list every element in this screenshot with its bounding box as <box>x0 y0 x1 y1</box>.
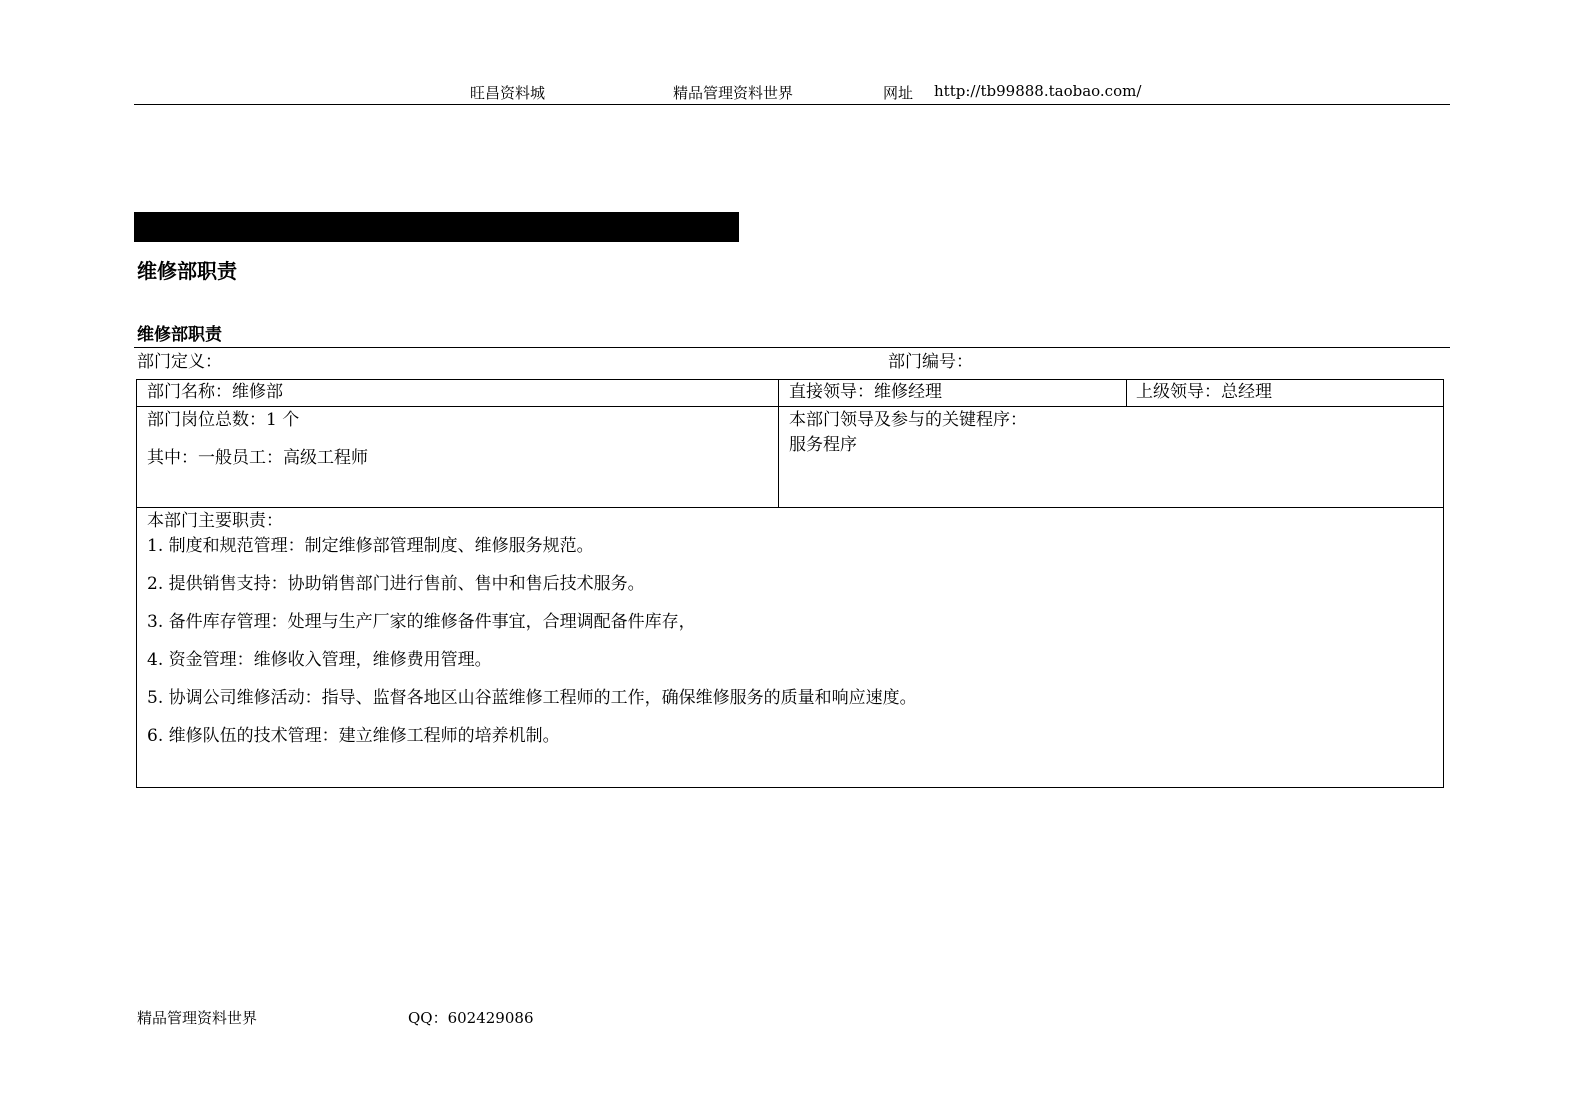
redaction-bar <box>134 212 739 242</box>
dept-name-cell: 部门名称：维修部 <box>147 382 283 402</box>
duty-item-1: 1. 制度和规范管理：制定维修部管理制度、维修服务规范。 <box>147 536 594 556</box>
page-title: 维修部职责 <box>137 259 237 283</box>
header-url-label: 网址 <box>883 84 914 102</box>
duty-item-4: 4. 资金管理：维修收入管理，维修费用管理。 <box>147 650 492 670</box>
duty-item-3: 3. 备件库存管理：处理与生产厂家的维修备件事宜，合理调配备件库存， <box>147 612 696 632</box>
header-url-link[interactable]: http://tb99888.taobao.com/ <box>934 82 1142 100</box>
duty-item-6: 6. 维修队伍的技术管理：建立维修工程师的培养机制。 <box>147 726 560 746</box>
table-col-divider-2 <box>1126 379 1127 407</box>
section-divider <box>134 347 1450 348</box>
duty-item-2: 2. 提供销售支持：协助销售部门进行售前、售中和售后技术服务。 <box>147 574 645 594</box>
direct-leader-cell: 直接领导：维修经理 <box>789 382 942 402</box>
header-divider <box>134 104 1450 105</box>
duty-item-5: 5. 协调公司维修活动：指导、监督各地区山谷蓝维修工程师的工作，确保维修服务的质量和响应速度。 <box>147 688 917 708</box>
key-procedures-value: 服务程序 <box>789 435 857 455</box>
positions-total: 部门岗位总数：1 个 <box>147 410 300 430</box>
key-procedures-label: 本部门领导及参与的关键程序： <box>789 410 1027 430</box>
footer-qq: QQ：602429086 <box>408 1009 534 1027</box>
dept-definition-label: 部门定义： <box>137 352 222 372</box>
header-store: 旺昌资料城 <box>470 84 546 102</box>
header-slogan: 精品管理资料世界 <box>673 84 794 102</box>
table-row-divider-1 <box>136 406 1444 407</box>
footer-brand: 精品管理资料世界 <box>137 1009 258 1027</box>
superior-leader-cell: 上级领导：总经理 <box>1136 382 1272 402</box>
duties-label: 本部门主要职责： <box>147 511 283 531</box>
dept-number-label: 部门编号： <box>888 352 973 372</box>
table-row-divider-2 <box>136 507 1444 508</box>
positions-detail: 其中：一般员工：高级工程师 <box>147 448 368 468</box>
section-title: 维修部职责 <box>137 325 222 345</box>
table-col-divider-1 <box>778 379 779 508</box>
